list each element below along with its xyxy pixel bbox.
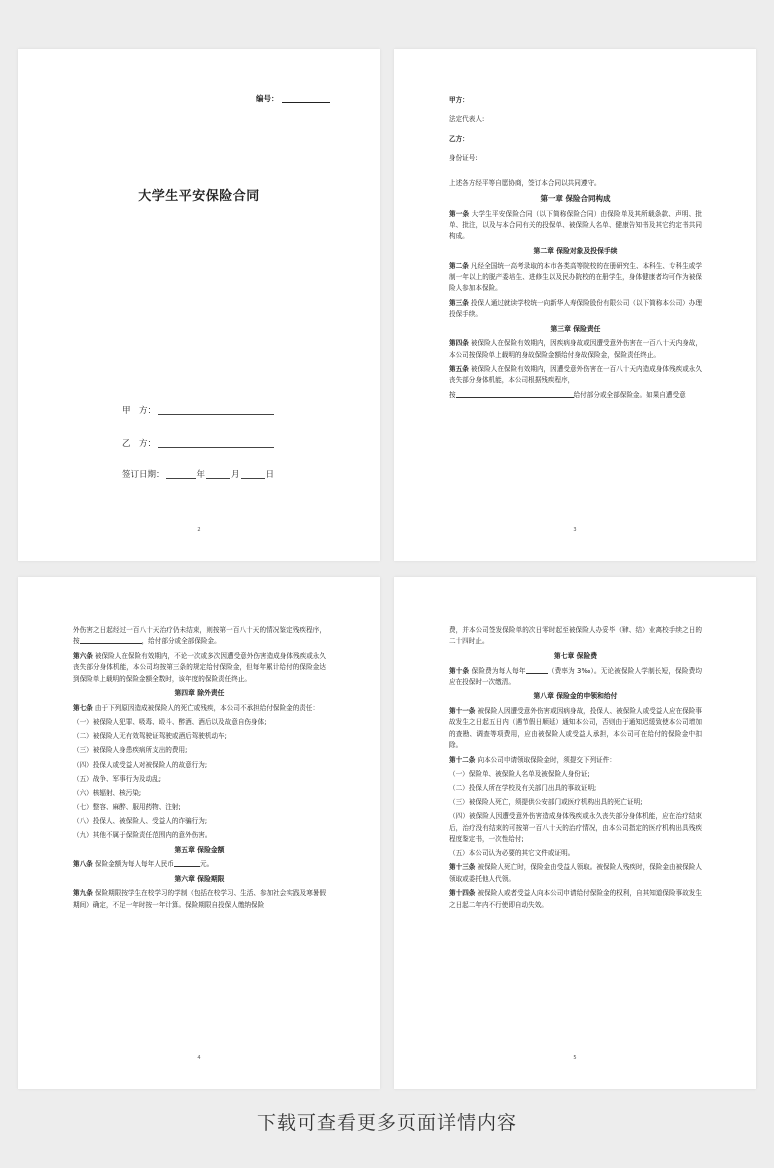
- article-label: 第八条: [73, 860, 93, 869]
- article-label: 第九条: [73, 889, 93, 898]
- article: [449, 338, 702, 361]
- text-fragment: 保险费为每人每年: [471, 666, 526, 675]
- article: [449, 209, 702, 243]
- article-label: 第六条: [73, 651, 93, 660]
- page-number: 3: [573, 527, 577, 533]
- month-label: 月: [231, 470, 240, 480]
- id-number: 身份证号:: [449, 153, 478, 162]
- party-a-signature-row: [122, 404, 274, 416]
- article-label: 第四条: [449, 339, 469, 348]
- page-number: 4: [197, 1055, 201, 1061]
- document-page-2: [394, 49, 756, 561]
- contract-number-blank: [282, 102, 330, 103]
- chapter-heading: 第五章 保险金额: [174, 845, 225, 854]
- fill-blank: [456, 397, 574, 398]
- article-text: 凡经全国统一高考录取的本市各类高等院校的在册研究生、本科生、专科生或学制一年以上的脱产委培生、进修生以及民办院校的在册学生，身体健康者均可作为被保险人参加本保险。: [449, 261, 702, 293]
- page-body: [449, 625, 702, 914]
- chapter-heading: 第四章 除外责任: [174, 689, 225, 698]
- article: [449, 706, 702, 751]
- continued-text: 费，并本公司签发保险单的次日零时起至被保险人办妥毕（肄、结）业离校手续之日的二十四时止。: [449, 626, 702, 646]
- article: [449, 298, 702, 321]
- article-text: 保险期限按学生在校学习的学制（包括在校学习、生活、参加社会实践及寒暑假期间）确定，不足一年时按一年计算。保险期限自投保人缴纳保险: [73, 889, 326, 909]
- article: [449, 666, 702, 689]
- cover-title: 大学生平安保险合同: [138, 189, 260, 204]
- date-label: 签订日期：: [122, 470, 165, 480]
- list-item: （六）核辐射、核污染;: [73, 788, 142, 797]
- article-text: 被保险人在保险有效期内，不论一次或多次因遭受意外伤害造成身体残疾或永久丧失部分身体机能，本公司均按第三条的规定给付保险金，但每年累计给付的保险金达到保险单上载明的保险金额全数时，该年度的保险责任终止。: [73, 651, 326, 683]
- text-fragment: 给付部分或全部保险金。如果自遭受意: [573, 390, 686, 399]
- article-label: 第十四条: [449, 889, 476, 898]
- fill-blank: [526, 673, 548, 674]
- article-text: 投保人通过就读学校统一向新华人寿保险股份有限公司（以下简称本公司）办理投保手续。: [449, 298, 702, 319]
- article-text: 保险金额为每人每年人民币: [94, 860, 175, 869]
- chapter-heading: 第七章 保险费: [553, 651, 598, 660]
- text-fragment: （费率为 3‰）。无论被保险人学制长短，保险费均应在投保时一次缴清。: [449, 666, 702, 686]
- article-label: 第三条: [449, 298, 469, 307]
- article: [449, 862, 702, 885]
- list-item: （二）投保人所在学校及有关部门出具的事故证明;: [449, 784, 597, 793]
- list-item: （五）本公司认为必要的其它文件或证明。: [449, 849, 575, 858]
- document-page-cover: [18, 49, 380, 561]
- list-item: （二）被保险人无有效驾驶证驾驶或酒后驾驶机动车;: [73, 732, 227, 741]
- party-a-label: 甲 方：: [122, 406, 157, 416]
- article-label: 第一条: [449, 209, 470, 218]
- party-b-label: 乙 方：: [122, 439, 157, 449]
- page-number: 2: [197, 527, 201, 533]
- page-body: [449, 95, 702, 404]
- article: [73, 888, 326, 911]
- list-item: （九）其他不属于保险责任范围内的意外伤害。: [73, 831, 212, 840]
- article-continuation: [449, 390, 702, 401]
- article-label: 第二条: [449, 261, 469, 270]
- party-b-signature-row: [122, 437, 274, 449]
- article-text: 由于下列原因造成被保险人的死亡或残疾，本公司不承担给付保险金的责任：: [94, 703, 320, 712]
- article-label: 第七条: [73, 703, 93, 712]
- page-number: 5: [573, 1055, 577, 1061]
- text-fragment: 外伤害之日起经过一百八十天治疗仍未结束，则按第一百八十天的情况鉴定残疾程序，按: [73, 626, 326, 646]
- article-label: 第十三条: [449, 863, 476, 872]
- text-fragment: 按: [449, 390, 456, 399]
- list-item: （三）被保险人死亡，须提供公安部门或医疗机构出具的死亡证明;: [449, 798, 643, 807]
- signing-date-row: [122, 468, 274, 480]
- list-item: （四）被保险人因遭受意外伤害造成身体残疾或永久丧失部分身体机能，应在治疗结束后，治疗没有结束的可按第一百八十天的治疗情况，由本公司指定的医疗机构出具残疾程度鉴定书，一次性给付;: [449, 812, 702, 844]
- article-label: 第五条: [449, 365, 469, 374]
- text-fragment: ，给付部分或全部保险金。: [141, 637, 221, 646]
- list-item: （一）保险单、被保险人名单及被保险人身份证;: [449, 770, 590, 779]
- day-blank: [241, 478, 265, 479]
- download-caption: 下载可查看更多页面详情内容: [256, 1112, 517, 1134]
- list-item: （四）投保人或受益人对被保险人的故意行为;: [73, 760, 208, 769]
- article-label: 第十二条: [449, 755, 476, 764]
- month-blank: [206, 478, 230, 479]
- list-item: （一）被保险人犯罪、吸毒、殴斗、醉酒、酒后以及故意自伤身体;: [73, 718, 267, 727]
- list-item: （三）被保险人身患疾病所支出的费用;: [73, 746, 188, 755]
- fill-blank: [80, 643, 142, 644]
- article-text: 向本公司申请领取保险金时，须提交下列证件：: [477, 755, 616, 764]
- legal-representative: 法定代表人:: [449, 115, 485, 124]
- page-body: [73, 625, 326, 914]
- article-text: 被保险人因遭受意外伤害或因病身故，投保人、被保险人或受益人应在保险事故发生之日起五日内（遇节假日顺延）通知本公司，否则由于通知迟缓致使本公司增加的查勘、调查等项费用，应由被保险人或受益人承担，本公司可在给付的保险金中扣除。: [449, 707, 703, 750]
- document-page-4: [394, 577, 756, 1089]
- chapter-heading: 第二章 保险对象及投保手续: [533, 246, 618, 255]
- article-text: 被保险人死亡时，保险金由受益人领取。被保险人残疾时，保险金由被保险人领取或委托他人代领。: [449, 863, 703, 883]
- year-blank: [166, 478, 196, 479]
- contract-number: [256, 93, 330, 104]
- article: [449, 364, 702, 387]
- continued-text: [73, 625, 326, 648]
- article: [449, 261, 702, 295]
- party-b-blank: [158, 447, 274, 448]
- article: [449, 888, 702, 911]
- article-text: 被保险人在保险有效期内，因遭受意外伤害在一百八十天内造成身体残疾或永久丧失部分身体机能，本公司根据残疾程序，: [449, 365, 702, 385]
- chapter-heading: 第一章 保险合同构成: [540, 193, 611, 203]
- chapter-heading: 第六章 保险期限: [174, 874, 225, 883]
- text-fragment: 元。: [200, 860, 214, 869]
- article: [73, 859, 326, 870]
- intro-text: 上述各方经平等自愿协商，签订本合同以共同遵守。: [449, 179, 601, 188]
- article: [73, 703, 326, 714]
- article: [449, 755, 702, 766]
- article-label: 第十条: [449, 666, 470, 675]
- party-a-blank: [158, 414, 274, 415]
- party-b-heading: 乙方：: [449, 134, 469, 143]
- document-page-3: [18, 577, 380, 1089]
- list-item: （五）战争、军事行为及动乱;: [73, 774, 161, 783]
- contract-number-label: 编号：: [256, 94, 279, 103]
- article: [73, 651, 326, 685]
- fill-blank: [174, 866, 200, 867]
- year-label: 年: [196, 470, 206, 480]
- list-item: （七）整容、麻醉、服用药物、注射;: [73, 802, 181, 811]
- article-text: 被保险人或者受益人向本公司申请给付保险金的权利，自其知道保险事故发生之日起二年内不行使即自动失效。: [449, 889, 703, 909]
- list-item: （八）投保人、被保险人、受益人的诈骗行为;: [73, 817, 208, 826]
- article-label: 第十一条: [449, 707, 476, 716]
- chapter-heading: 第三章 保险责任: [550, 324, 601, 333]
- article-text: 被保险人在保险有效期内，因疾病身故或因遭受意外伤害在一百八十天内身故，本公司按保险单上载明的身故保险金额给付身故保险金，保险责任终止。: [449, 339, 702, 359]
- article-text: 大学生平安保险合同（以下简称保险合同）由保险单及其所载条款、声明、批单、批注，以及与本合同有关的投保单、被保险人名单、健康告知书及其它约定书共同构成。: [449, 209, 703, 241]
- party-a-heading: 甲方：: [449, 96, 469, 104]
- day-label: 日: [265, 470, 275, 480]
- chapter-heading: 第八章 保险金的申领和给付: [533, 692, 618, 701]
